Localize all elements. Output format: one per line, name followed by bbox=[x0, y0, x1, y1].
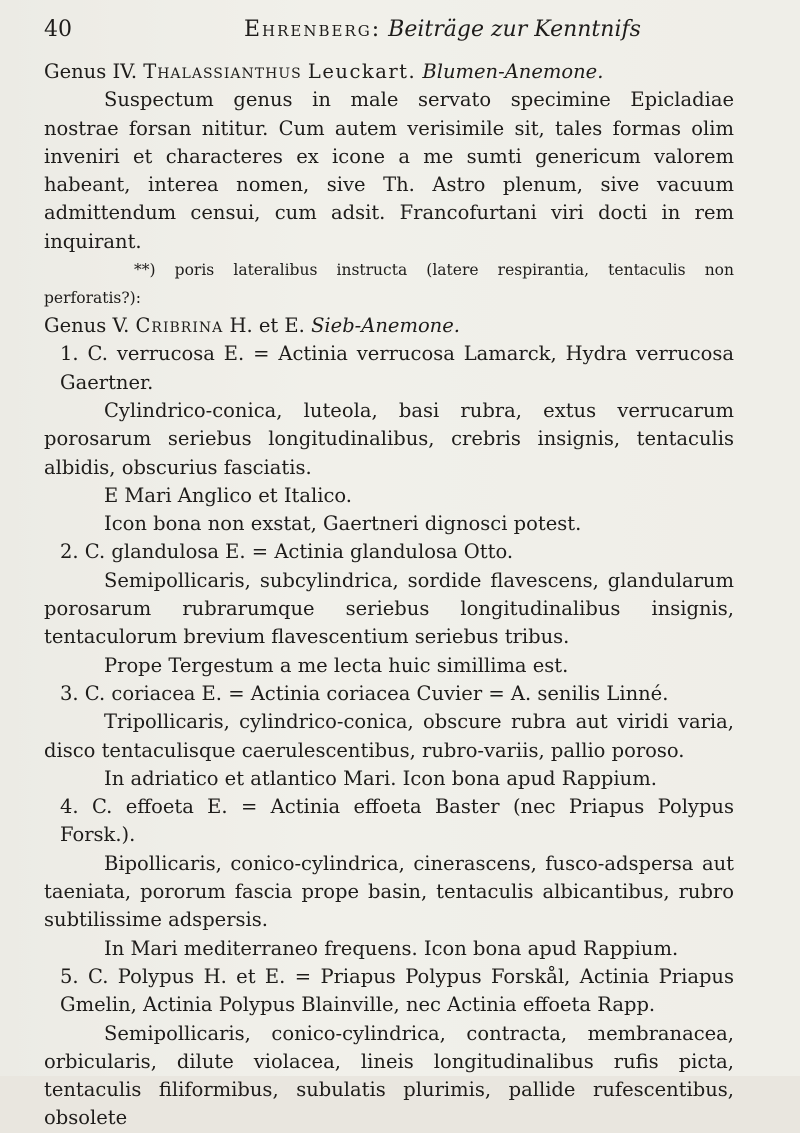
genus-4-vernacular: Blumen-Anemone. bbox=[422, 60, 604, 83]
genus-5-label: Genus V. bbox=[44, 314, 130, 338]
species-3-description: Tripollicaris, cylindrico-conica, obscure rubra aut viridi varia, disco tentaculisque caerulescentibus, rubro-variis, pallio poroso. bbox=[44, 710, 734, 762]
species-1-description: Cylindrico-conica, luteola, basi rubra, extus verrucarum porosarum seriebus longitudinalibus, crebris insignis, tentaculis albidis, obscurius fasciatis. bbox=[44, 398, 734, 479]
species-1-icon: Icon bona non exstat, Gaertneri dignosci potest. bbox=[104, 512, 582, 536]
genus-4-label: Genus IV. bbox=[44, 60, 138, 83]
species-2-habitat: Prope Tergestum a me lecta huic simillima est. bbox=[104, 653, 569, 677]
species-2-description: Semipollicaris, subcylindrica, sordide flavescens, glandularum porosarum rubrarumque seriebus longitudinalibus insignis, tentaculorum brevium flavescentium seriebus tribus. bbox=[44, 568, 734, 649]
genus-4-heading bbox=[44, 58, 734, 86]
main-text bbox=[44, 58, 734, 1133]
genus-5-heading bbox=[44, 312, 734, 340]
species-5-description: Semipollicaris, conico-cylindrica, contracta, membranacea, orbicularis, dilute violacea, lineis longitudinalibus rufis picta, tentaculis filiformibus, subulatis plurimis, pallide rufescentibus, obsolete bbox=[44, 1021, 734, 1130]
species-2-heading: 2. C. glandulosa E. = Actinia glandulosa Otto. bbox=[60, 540, 514, 564]
genus-5-name: Cribrina bbox=[135, 314, 224, 338]
running-work: Beiträge zur Kenntnifs bbox=[388, 17, 641, 42]
species-3-habitat: In adriatico et atlantico Mari. Icon bona apud Rappium. bbox=[104, 766, 657, 790]
species-5-heading: 5. C. Polypus H. et E. = Priapus Polypus Forskål, Actinia Priapus Gmelin, Actinia Polypus Blainville, nec Actinia effoeta Rapp. bbox=[60, 964, 734, 1017]
page-number: 40 bbox=[44, 17, 72, 42]
genus-4-text: Suspectum genus in male servato specimine Epicladiae nostrae forsan nititur. Cum autem verisimile sit, tales formas olim inveniri et characteres ex icone a me sumti genericum valorem habeant, interea nomen, sive Th. Astro plenum, sive vacuum admittendum censui, cum adsit. Francofurtani viri docti in rem inquirant. bbox=[44, 88, 734, 253]
species-1-heading: 1. C. verrucosa E. = Actinia verrucosa Lamarck, Hydra verrucosa Gaertner. bbox=[60, 342, 734, 394]
species-4-habitat: In Mari mediterraneo frequens. Icon bona apud Rappium. bbox=[104, 936, 679, 960]
genus-4-name: Thalassianthus bbox=[143, 60, 302, 83]
genus-4-authority: Leuckart. bbox=[307, 60, 417, 83]
running-head bbox=[44, 12, 734, 48]
running-author: Ehrenberg: bbox=[244, 17, 382, 42]
running-title bbox=[244, 12, 641, 48]
genus-5-authority: H. et E. bbox=[229, 314, 305, 338]
genus-5-vernacular: Sieb-Anemone. bbox=[311, 314, 460, 338]
species-1-habitat: E Mari Anglico et Italico. bbox=[104, 483, 352, 507]
footnote: **) poris lateralibus instructa (latere respirantia, tentaculis non perforatis?): bbox=[44, 261, 734, 308]
species-4-description: Bipollicaris, conico-cylindrica, cinerascens, fusco-adspersa aut taeniata, pororum fascia prope basin, tentaculis albicantibus, rubro subtilissime adspersis. bbox=[44, 851, 734, 932]
species-4-heading: 4. C. effoeta E. = Actinia effoeta Baster (nec Priapus Polypus Forsk.). bbox=[60, 795, 734, 847]
species-3-heading: 3. C. coriacea E. = Actinia coriacea Cuvier = A. senilis Linné. bbox=[60, 681, 669, 705]
